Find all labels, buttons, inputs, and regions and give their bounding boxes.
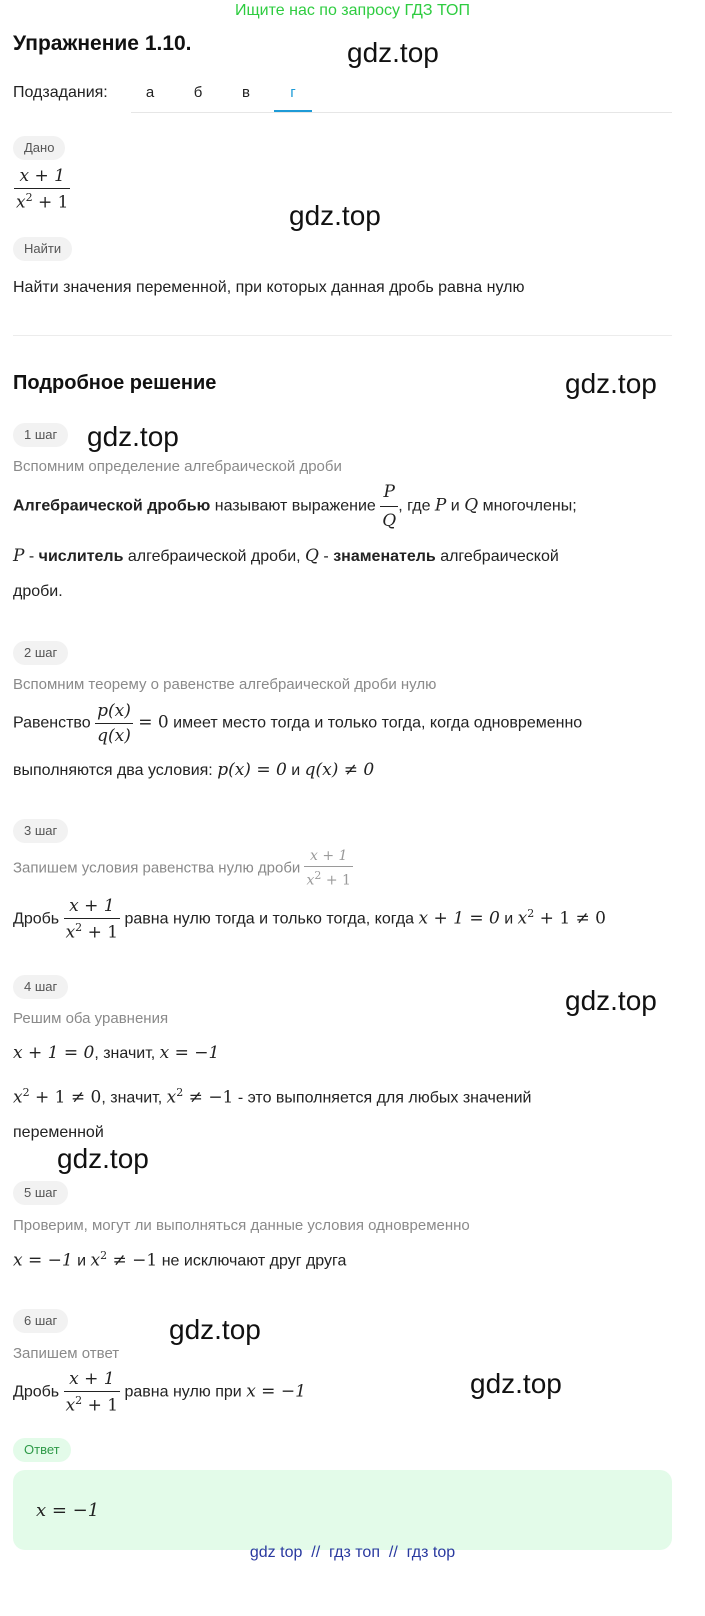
step-4-line-3: переменной bbox=[13, 1124, 104, 1141]
step-1-line-3: дроби. bbox=[13, 583, 63, 600]
divider bbox=[13, 335, 672, 336]
subtasks-tabs bbox=[131, 78, 672, 113]
answer-tag: Ответ bbox=[13, 1438, 71, 1462]
step-3-line-1: Дробь $\frac{x + 1}{x^2 + 1}$ равна нулю тогда и только тогда, когда x + 1 = 0 и $x^2 + 1 \ne 0$ bbox=[13, 896, 607, 943]
step-6-tag: 6 шаг bbox=[13, 1309, 68, 1333]
find-text: Найти значения переменной, при которых данная дробь равна нулю bbox=[13, 279, 525, 296]
step-2-caption: Вспомним теорему о равенстве алгебраической дроби нулю bbox=[13, 676, 437, 693]
step-5-line-1: x = −1 и $x^2 \ne -1$ не исключают друг друга bbox=[13, 1249, 347, 1271]
answer-value: x = −1 bbox=[36, 1500, 100, 1521]
step-4-caption: Решим оба уравнения bbox=[13, 1010, 169, 1027]
tab-g[interactable]: г bbox=[274, 78, 312, 112]
watermark: gdz.top bbox=[87, 421, 179, 452]
subtasks-label: Подзадания: bbox=[13, 84, 108, 101]
watermark: gdz.top bbox=[57, 1143, 149, 1174]
step-1-tag: 1 шаг bbox=[13, 423, 68, 447]
watermark: gdz.top bbox=[565, 985, 657, 1016]
watermark: gdz.top bbox=[169, 1314, 261, 1345]
step-6-caption: Запишем ответ bbox=[13, 1345, 120, 1362]
step-2-line-1: Равенство $\frac{p(x)}{q(x)}$ = 0 имеет место тогда и только тогда, когда одновременно bbox=[13, 701, 583, 746]
answer-box bbox=[13, 1470, 672, 1550]
promo-banner[interactable]: Ищите нас по запросу ГДЗ ТОП bbox=[235, 2, 470, 19]
watermark: gdz.top bbox=[289, 200, 381, 231]
step-4-line-2: $x^2 + 1 \ne 0$, значит, $x^2 \ne -1$ - это выполняется для любых значений bbox=[13, 1086, 532, 1108]
step-5-tag: 5 шаг bbox=[13, 1181, 68, 1205]
step-3-tag: 3 шаг bbox=[13, 819, 68, 843]
step-2-line-2: выполняются два условия: p(x) = 0 и q(x) ≠ 0 bbox=[13, 760, 375, 780]
footer-links[interactable]: gdz top // гдз топ // гдз top bbox=[249, 1544, 456, 1561]
watermark: gdz.top bbox=[347, 37, 439, 68]
tab-a[interactable]: а bbox=[145, 84, 155, 101]
step-6-line-1: Дробь $\frac{x + 1}{x^2 + 1}$ равна нулю при x = −1 bbox=[13, 1369, 306, 1416]
tab-b[interactable]: б bbox=[193, 84, 203, 101]
given-fraction: $\frac{x + 1}{x^2 + 1}$ bbox=[16, 166, 69, 213]
step-1-line-1: Алгебраической дробью называют выражение $\frac{P}{Q}$ , где P и Q многочлены; bbox=[13, 482, 577, 531]
step-5-caption: Проверим, могут ли выполняться данные условия одновременно bbox=[13, 1217, 470, 1234]
step-4-tag: 4 шаг bbox=[13, 975, 68, 999]
solution-heading: Подробное решение bbox=[13, 372, 217, 394]
step-1-line-2: P - числитель алгебраической дроби, Q - знаменатель алгебраической bbox=[13, 546, 559, 566]
step-4-line-1: x + 1 = 0, значит, x = −1 bbox=[13, 1043, 220, 1063]
watermark: gdz.top bbox=[565, 368, 657, 399]
watermark: gdz.top bbox=[470, 1368, 562, 1399]
find-tag: Найти bbox=[13, 237, 72, 261]
page-title: Упражнение 1.10. bbox=[13, 32, 192, 55]
tab-v[interactable]: в bbox=[242, 84, 250, 101]
given-tag: Дано bbox=[13, 136, 65, 160]
step-2-tag: 2 шаг bbox=[13, 641, 68, 665]
step-1-caption: Вспомним определение алгебраической дроби bbox=[13, 458, 342, 475]
step-3-caption: Запишем условия равенства нулю дроби $\frac{x + 1}{x^2 + 1}$ bbox=[13, 848, 351, 889]
